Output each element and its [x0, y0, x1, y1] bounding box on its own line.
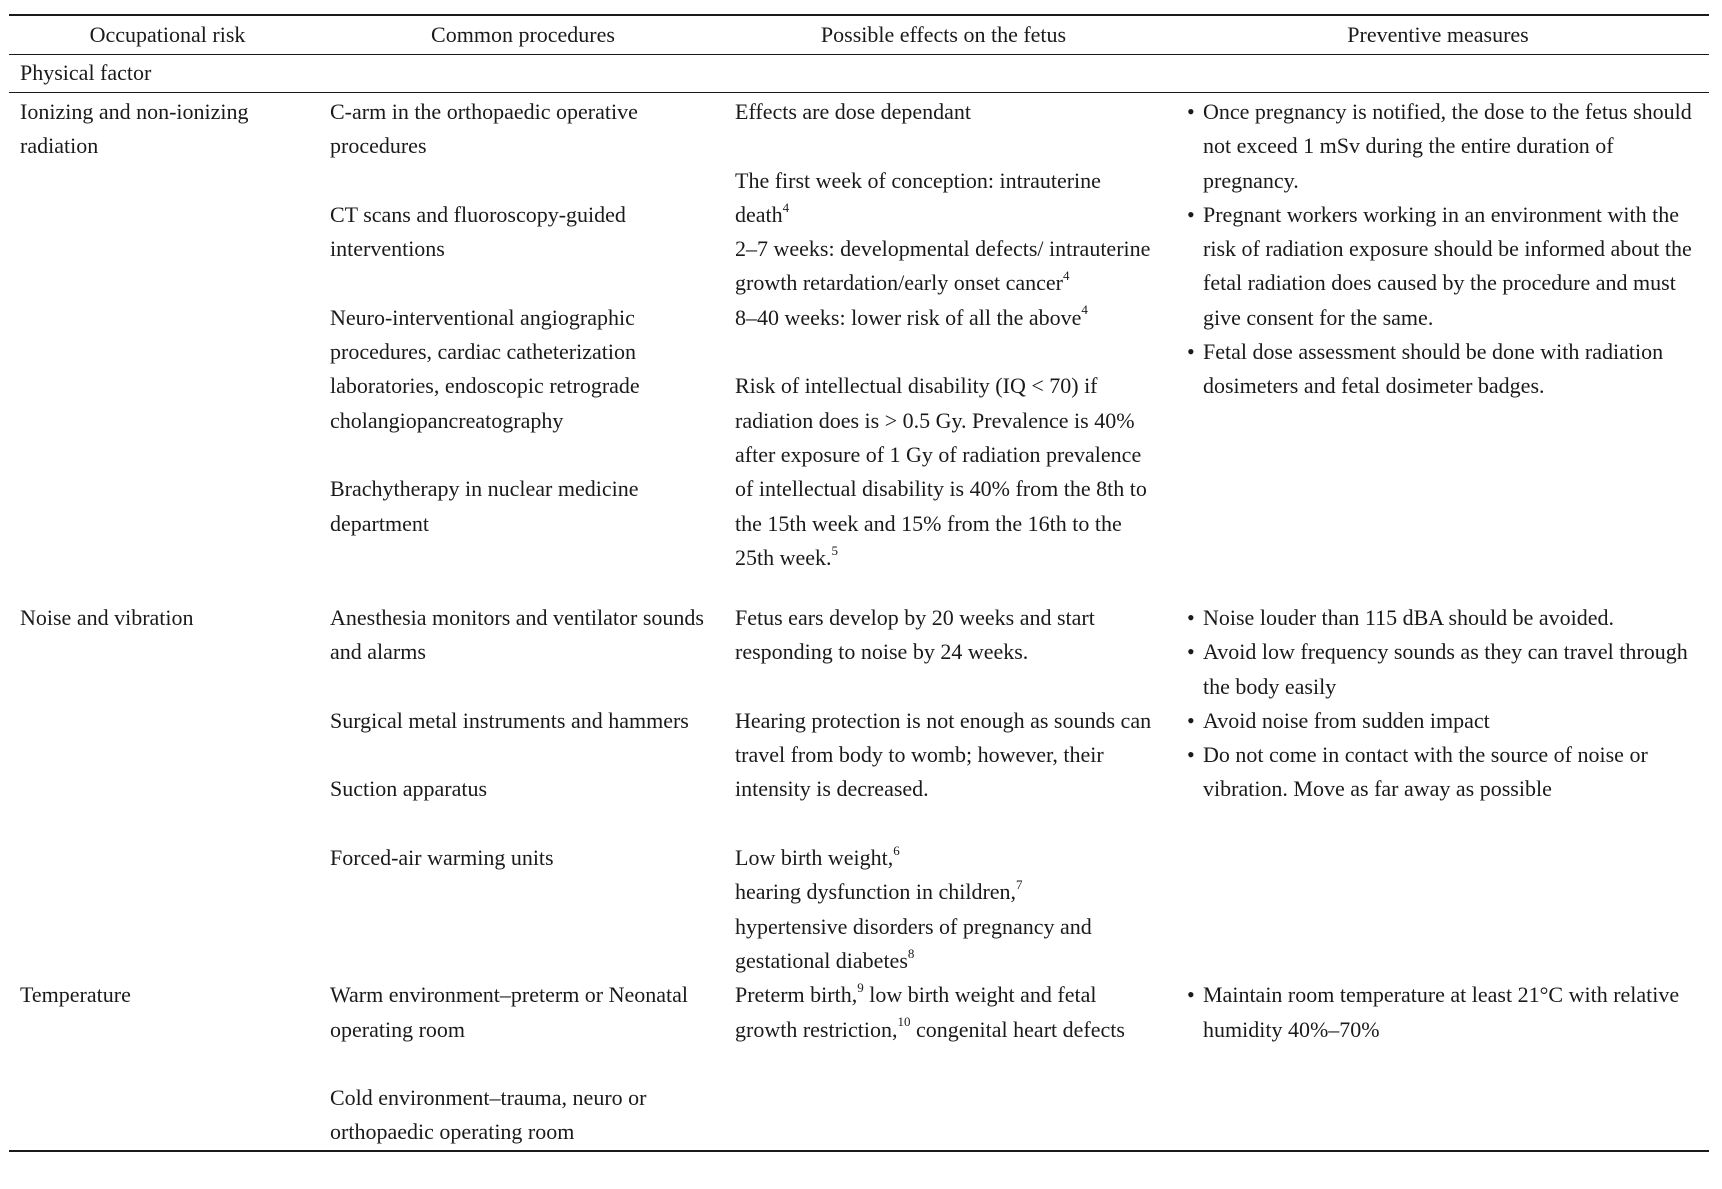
effect-group-weeks — [735, 164, 1159, 335]
effect-temperature-outcomes — [735, 978, 1159, 1047]
procedure-item: Anesthesia monitors and ventilator sounds and alarms — [330, 605, 704, 665]
effect-weeks-2-7-text: 2–7 weeks: developmental defects/ intrauterine growth retardation/early onset cancer — [735, 236, 1151, 296]
preventive-item: • Do not come in contact with the source of noise or vibration. Move as far away as possible — [1187, 738, 1705, 807]
header-possible-effects: Possible effects on the fetus — [820, 21, 1067, 47]
header-common-procedures: Common procedures — [431, 21, 615, 47]
effect-first-week — [735, 164, 1159, 233]
effect-weeks-8-40-text: 8–40 weeks: lower risk of all the above — [735, 304, 1082, 330]
effect-group-outcomes — [735, 841, 1159, 978]
reference-superscript: 10 — [897, 1014, 911, 1030]
header-occupational-risk: Occupational risk — [89, 21, 246, 47]
effects-cell-temperature — [720, 978, 1167, 1150]
preventive-item: • Maintain room temperature at least 21°C with relative humidity 40%–70% — [1187, 978, 1705, 1047]
occupational-risk-table — [9, 14, 1709, 1152]
effect-growth-text: low birth weight and fetal growth restriction, — [735, 982, 1097, 1042]
effect-intellectual-disability — [735, 369, 1159, 575]
preventive-item: • Once pregnancy is notified, the dose to the fetus should not exceed 1 mSv during the entire duration of pregnancy. — [1187, 95, 1705, 198]
effects-cell-ionizing — [720, 93, 1167, 602]
table-row-temperature — [9, 978, 1709, 1150]
effect-hypertensive — [735, 910, 1159, 979]
preventive-item: • Avoid low frequency sounds as they can travel through the body easily — [1187, 635, 1705, 704]
effect-first-week-text: The first week of conception: intrauterine death — [735, 167, 1101, 227]
procedure-item: Brachytherapy in nuclear medicine department — [330, 476, 639, 536]
procedure-item: Surgical metal instruments and hammers — [330, 707, 689, 733]
table-body — [9, 55, 1709, 1151]
procedure-item: C-arm in the orthopaedic operative procedures — [330, 99, 638, 159]
reference-superscript: 7 — [1016, 877, 1023, 893]
table-page — [9, 14, 1709, 1152]
procedures-cell-noise — [326, 601, 720, 978]
effect-hearing-dysfunction — [735, 875, 1159, 909]
table-row-noise-vibration — [9, 601, 1709, 978]
reference-superscript: 4 — [1081, 302, 1088, 318]
effect-low-birth-weight — [735, 841, 1159, 875]
procedure-item: Cold environment–trauma, neuro or orthopaedic operating room — [330, 1085, 647, 1145]
effect-low-birth-weight-text: Low birth weight, — [735, 845, 894, 871]
procedure-item: Forced-air warming units — [330, 845, 554, 871]
table-header — [9, 15, 1709, 55]
preventive-list — [1187, 978, 1705, 1047]
header-row — [9, 15, 1709, 55]
preventive-item: • Fetal dose assessment should be done with radiation dosimeters and fetal dosimeter badges. — [1187, 335, 1705, 404]
reference-superscript: 9 — [857, 979, 864, 995]
effects-cell-noise — [720, 601, 1167, 978]
preventive-item: • Avoid noise from sudden impact — [1187, 704, 1705, 738]
effect-preterm-text: Preterm birth, — [735, 982, 858, 1008]
effect-dose-dependent: Effects are dose dependant — [735, 99, 971, 124]
preventive-list — [1187, 95, 1705, 404]
procedures-cell-ionizing — [326, 93, 720, 602]
effect-hearing-dysfunction-text: hearing dysfunction in children, — [735, 879, 1017, 905]
preventive-cell-temperature — [1167, 978, 1709, 1150]
table-row-ionizing-radiation — [9, 93, 1709, 602]
procedures-cell-temperature — [326, 978, 720, 1150]
procedure-item: CT scans and fluoroscopy-guided interventions — [330, 201, 626, 262]
preventive-cell-noise — [1167, 601, 1709, 978]
reference-superscript: 5 — [831, 542, 839, 558]
reference-superscript: 6 — [893, 842, 900, 858]
effect-hearing-protection: Hearing protection is not enough as sounds can travel from body to womb; however, their intensity is decreased. — [735, 707, 1152, 802]
effect-weeks-8-40 — [735, 301, 1159, 335]
section-label: Physical factor — [20, 60, 152, 86]
preventive-item: • Noise louder than 115 dBA should be avoided. — [1187, 601, 1705, 635]
effect-fetus-ears: Fetus ears develop by 20 weeks and start responding to noise by 24 weeks. — [735, 605, 1095, 665]
effect-hypertensive-text: hypertensive disorders of pregnancy and gestational diabetes — [735, 913, 1092, 973]
header-preventive-measures: Preventive measures — [1347, 21, 1529, 47]
preventive-list — [1187, 601, 1705, 807]
preventive-cell-ionizing — [1167, 93, 1709, 602]
section-row-physical-factor — [9, 55, 1709, 93]
effect-weeks-2-7 — [735, 232, 1159, 301]
procedure-item: Neuro-interventional angiographic procedures, cardiac catheterization laboratories, endoscopic retrograde cholangiopancreatography — [330, 304, 640, 433]
risk-cell-temperature: Temperature — [20, 982, 131, 1008]
procedure-item: Warm environment–preterm or Neonatal operating room — [330, 982, 689, 1042]
preventive-item: • Pregnant workers working in an environment with the risk of radiation exposure should be informed about the fetal radiation does caused by the procedure and must give consent for the same. — [1187, 198, 1705, 335]
spacer — [735, 335, 1159, 369]
procedure-item: Suction apparatus — [330, 776, 488, 802]
risk-cell-ionizing: Ionizing and non-ionizing radiation — [20, 99, 249, 159]
risk-cell-noise: Noise and vibration — [20, 605, 194, 630]
effect-heart-defects-text: congenital heart defects — [910, 1016, 1125, 1042]
reference-superscript: 8 — [907, 945, 915, 961]
reference-superscript: 4 — [782, 199, 790, 215]
effect-intellectual-text: Risk of intellectual disability (IQ < 70) if radiation does is > 0.5 Gy. Prevalence is 40% after exposure of 1 Gy of radiation prevalence of intellectual disability is 40% from the 8th to the 15th week and 15% from the 16th to the 25th week. — [735, 373, 1147, 570]
reference-superscript: 4 — [1063, 268, 1070, 284]
